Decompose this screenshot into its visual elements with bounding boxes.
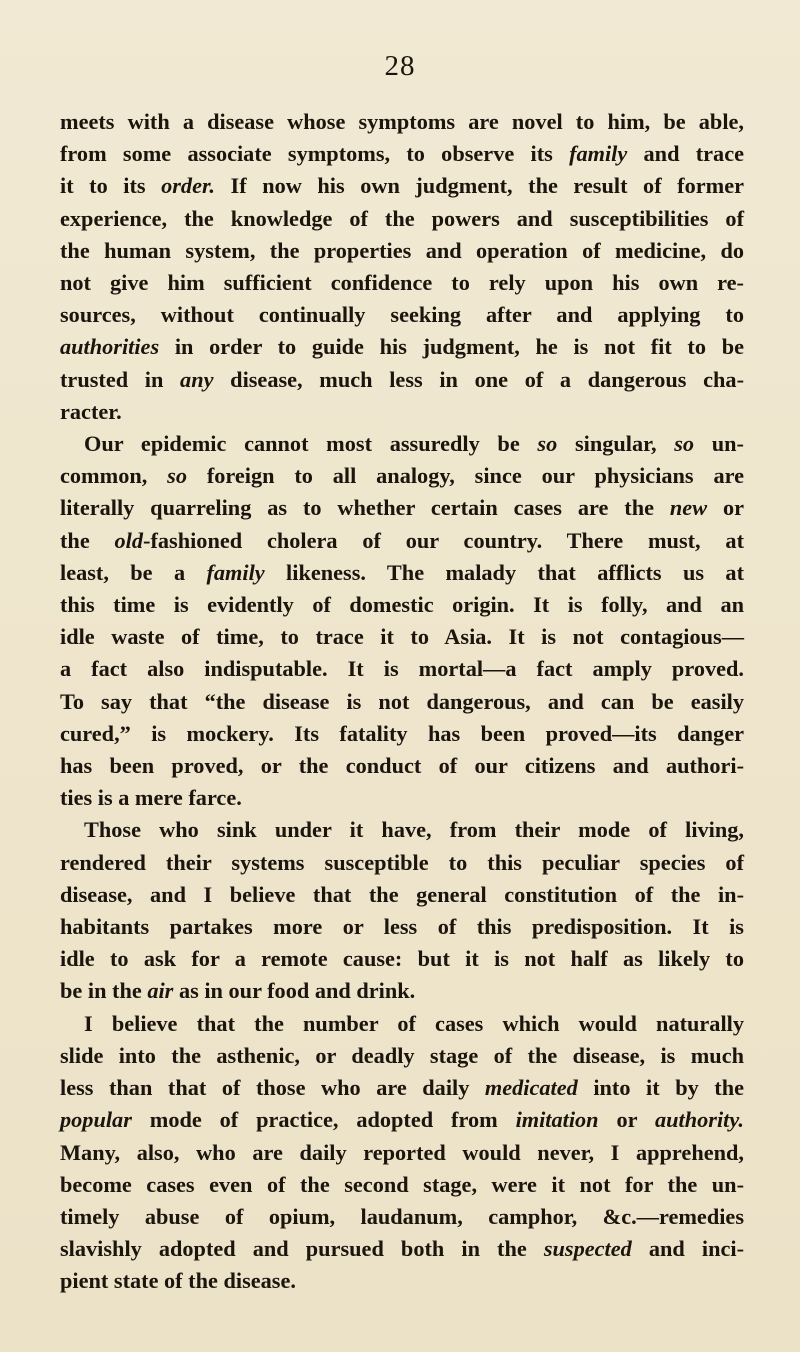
text-run: not give him sufficient confidence to rely upon his own re-	[60, 270, 744, 296]
text-line	[60, 911, 744, 943]
text-line	[60, 718, 744, 750]
text-line	[60, 1169, 744, 1201]
text-line	[60, 170, 744, 202]
text-run: Those who sink under it have, from their mode of living,	[84, 817, 744, 843]
text-run: and trace	[627, 141, 744, 167]
text-run: or	[598, 1107, 655, 1133]
text-run: likeness. The malady that afflicts us at	[264, 559, 745, 585]
text-line	[60, 203, 744, 235]
italic-text: imitation	[515, 1107, 599, 1133]
text-run: it to its	[60, 173, 162, 199]
text-line	[60, 975, 744, 1007]
text-line	[60, 879, 744, 911]
text-line	[60, 492, 744, 524]
text-run: pient state of the disease.	[60, 1268, 296, 1294]
text-line	[60, 525, 744, 557]
text-line	[60, 557, 744, 589]
text-line	[60, 1201, 744, 1233]
text-run: un-	[694, 431, 744, 457]
text-line	[60, 653, 744, 685]
text-run: To say that “the disease is not dangerous, and can be easily	[60, 688, 744, 714]
text-run: timely abuse of opium, laudanum, camphor, &c.—remedies	[60, 1203, 744, 1229]
italic-text: air	[147, 978, 174, 1004]
text-line	[60, 814, 744, 846]
text-line	[60, 138, 744, 170]
text-run: slide into the asthenic, or deadly stage of the disease, is much	[60, 1042, 744, 1068]
italic-text: so	[167, 463, 187, 489]
text-line	[60, 943, 744, 975]
text-line	[60, 686, 744, 718]
text-line	[60, 1233, 744, 1265]
text-run: racter.	[60, 398, 122, 424]
text-run: common,	[60, 463, 168, 489]
text-line	[60, 1008, 744, 1040]
text-run: foreign to all analogy, since our physicians are	[186, 463, 744, 489]
text-run: trusted in	[60, 366, 181, 392]
italic-text: popular	[60, 1107, 132, 1133]
text-run: from some associate symptoms, to observe its	[60, 141, 570, 167]
italic-text: family	[569, 141, 628, 167]
text-run: as in our food and drink.	[173, 978, 416, 1004]
italic-text: authorities	[60, 334, 160, 360]
text-run: least, be a	[60, 559, 207, 585]
text-run: habitants partakes more or less of this predisposition. It is	[60, 914, 744, 940]
text-line	[60, 1265, 744, 1297]
text-run: mode of practice, adopted from	[131, 1107, 516, 1133]
text-line	[60, 106, 744, 138]
text-line	[60, 267, 744, 299]
text-run: rendered their systems susceptible to this peculiar species of	[60, 849, 744, 875]
italic-text: old	[114, 527, 144, 553]
text-run: into it by the	[577, 1075, 745, 1101]
text-run: -fashioned cholera of our country. There must, at	[143, 527, 745, 553]
text-line	[60, 782, 744, 814]
text-run: ties is a mere farce.	[60, 785, 242, 811]
text-run: and inci-	[631, 1236, 744, 1262]
text-run: has been proved, or the conduct of our citizens and authori-	[60, 753, 744, 779]
text-run: If now his own judgment, the result of former	[215, 173, 744, 199]
text-run: disease, much less in one of a dangerous cha-	[213, 366, 744, 392]
page-number: 28	[384, 50, 416, 82]
italic-text: authority.	[655, 1107, 745, 1133]
text-line	[60, 589, 744, 621]
text-run: become cases even of the second stage, were it not for the un-	[60, 1171, 744, 1197]
text-run: or	[707, 495, 744, 521]
text-line	[60, 847, 744, 879]
text-run: Many, also, who are daily reported would never, I apprehend,	[60, 1139, 744, 1165]
text-run: I believe that the number of cases which would naturally	[84, 1010, 744, 1036]
text-line	[60, 235, 744, 267]
italic-text: order.	[161, 173, 216, 199]
text-run: slavishly adopted and pursued both in the	[60, 1236, 544, 1262]
text-run: idle to ask for a remote cause: but it is not half as likely to	[60, 946, 744, 972]
text-line	[60, 396, 744, 428]
text-run: cured,” is mockery. Its fatality has been proved—its danger	[60, 720, 744, 746]
text-run: experience, the knowledge of the powers and susceptibilities of	[60, 205, 744, 231]
text-run: in order to guide his judgment, he is not fit to be	[159, 334, 744, 360]
italic-text: new	[669, 495, 708, 521]
text-line	[60, 460, 744, 492]
text-line	[60, 750, 744, 782]
text-run: disease, and I believe that the general constitution of the in-	[60, 881, 744, 907]
italic-text: so	[674, 431, 695, 457]
text-line	[60, 428, 744, 460]
text-line	[60, 1072, 744, 1104]
text-run: idle waste of time, to trace it to Asia. It is not contagious—	[60, 624, 744, 650]
text-line	[60, 364, 744, 396]
italic-text: family	[206, 559, 265, 585]
text-run: less than that of those who are daily	[60, 1075, 485, 1101]
text-line	[60, 1040, 744, 1072]
italic-text: medicated	[484, 1075, 578, 1101]
text-run: Our epidemic cannot most assuredly be	[84, 431, 538, 457]
italic-text: so	[537, 431, 558, 457]
italic-text: any	[180, 366, 214, 392]
text-line	[60, 299, 744, 331]
text-line	[60, 621, 744, 653]
text-line	[60, 331, 744, 363]
text-run: meets with a disease whose symptoms are novel to him, be able,	[60, 109, 744, 134]
text-run: singular,	[557, 431, 675, 457]
text-line	[60, 1104, 744, 1136]
text-line	[60, 1137, 744, 1169]
text-run: this time is evidently of domestic origin. It is folly, and an	[60, 592, 744, 618]
text-run: the	[60, 527, 115, 553]
text-run: the human system, the properties and operation of medicine, do	[60, 237, 744, 263]
text-run: be in the	[60, 978, 148, 1004]
text-run: sources, without continually seeking after and applying to	[60, 302, 744, 328]
italic-text: suspected	[543, 1236, 632, 1262]
text-run: a fact also indisputable. It is mortal—a fact amply proved.	[60, 656, 744, 682]
text-run: literally quarreling as to whether certain cases are the	[60, 495, 670, 521]
body-text	[60, 106, 744, 1298]
